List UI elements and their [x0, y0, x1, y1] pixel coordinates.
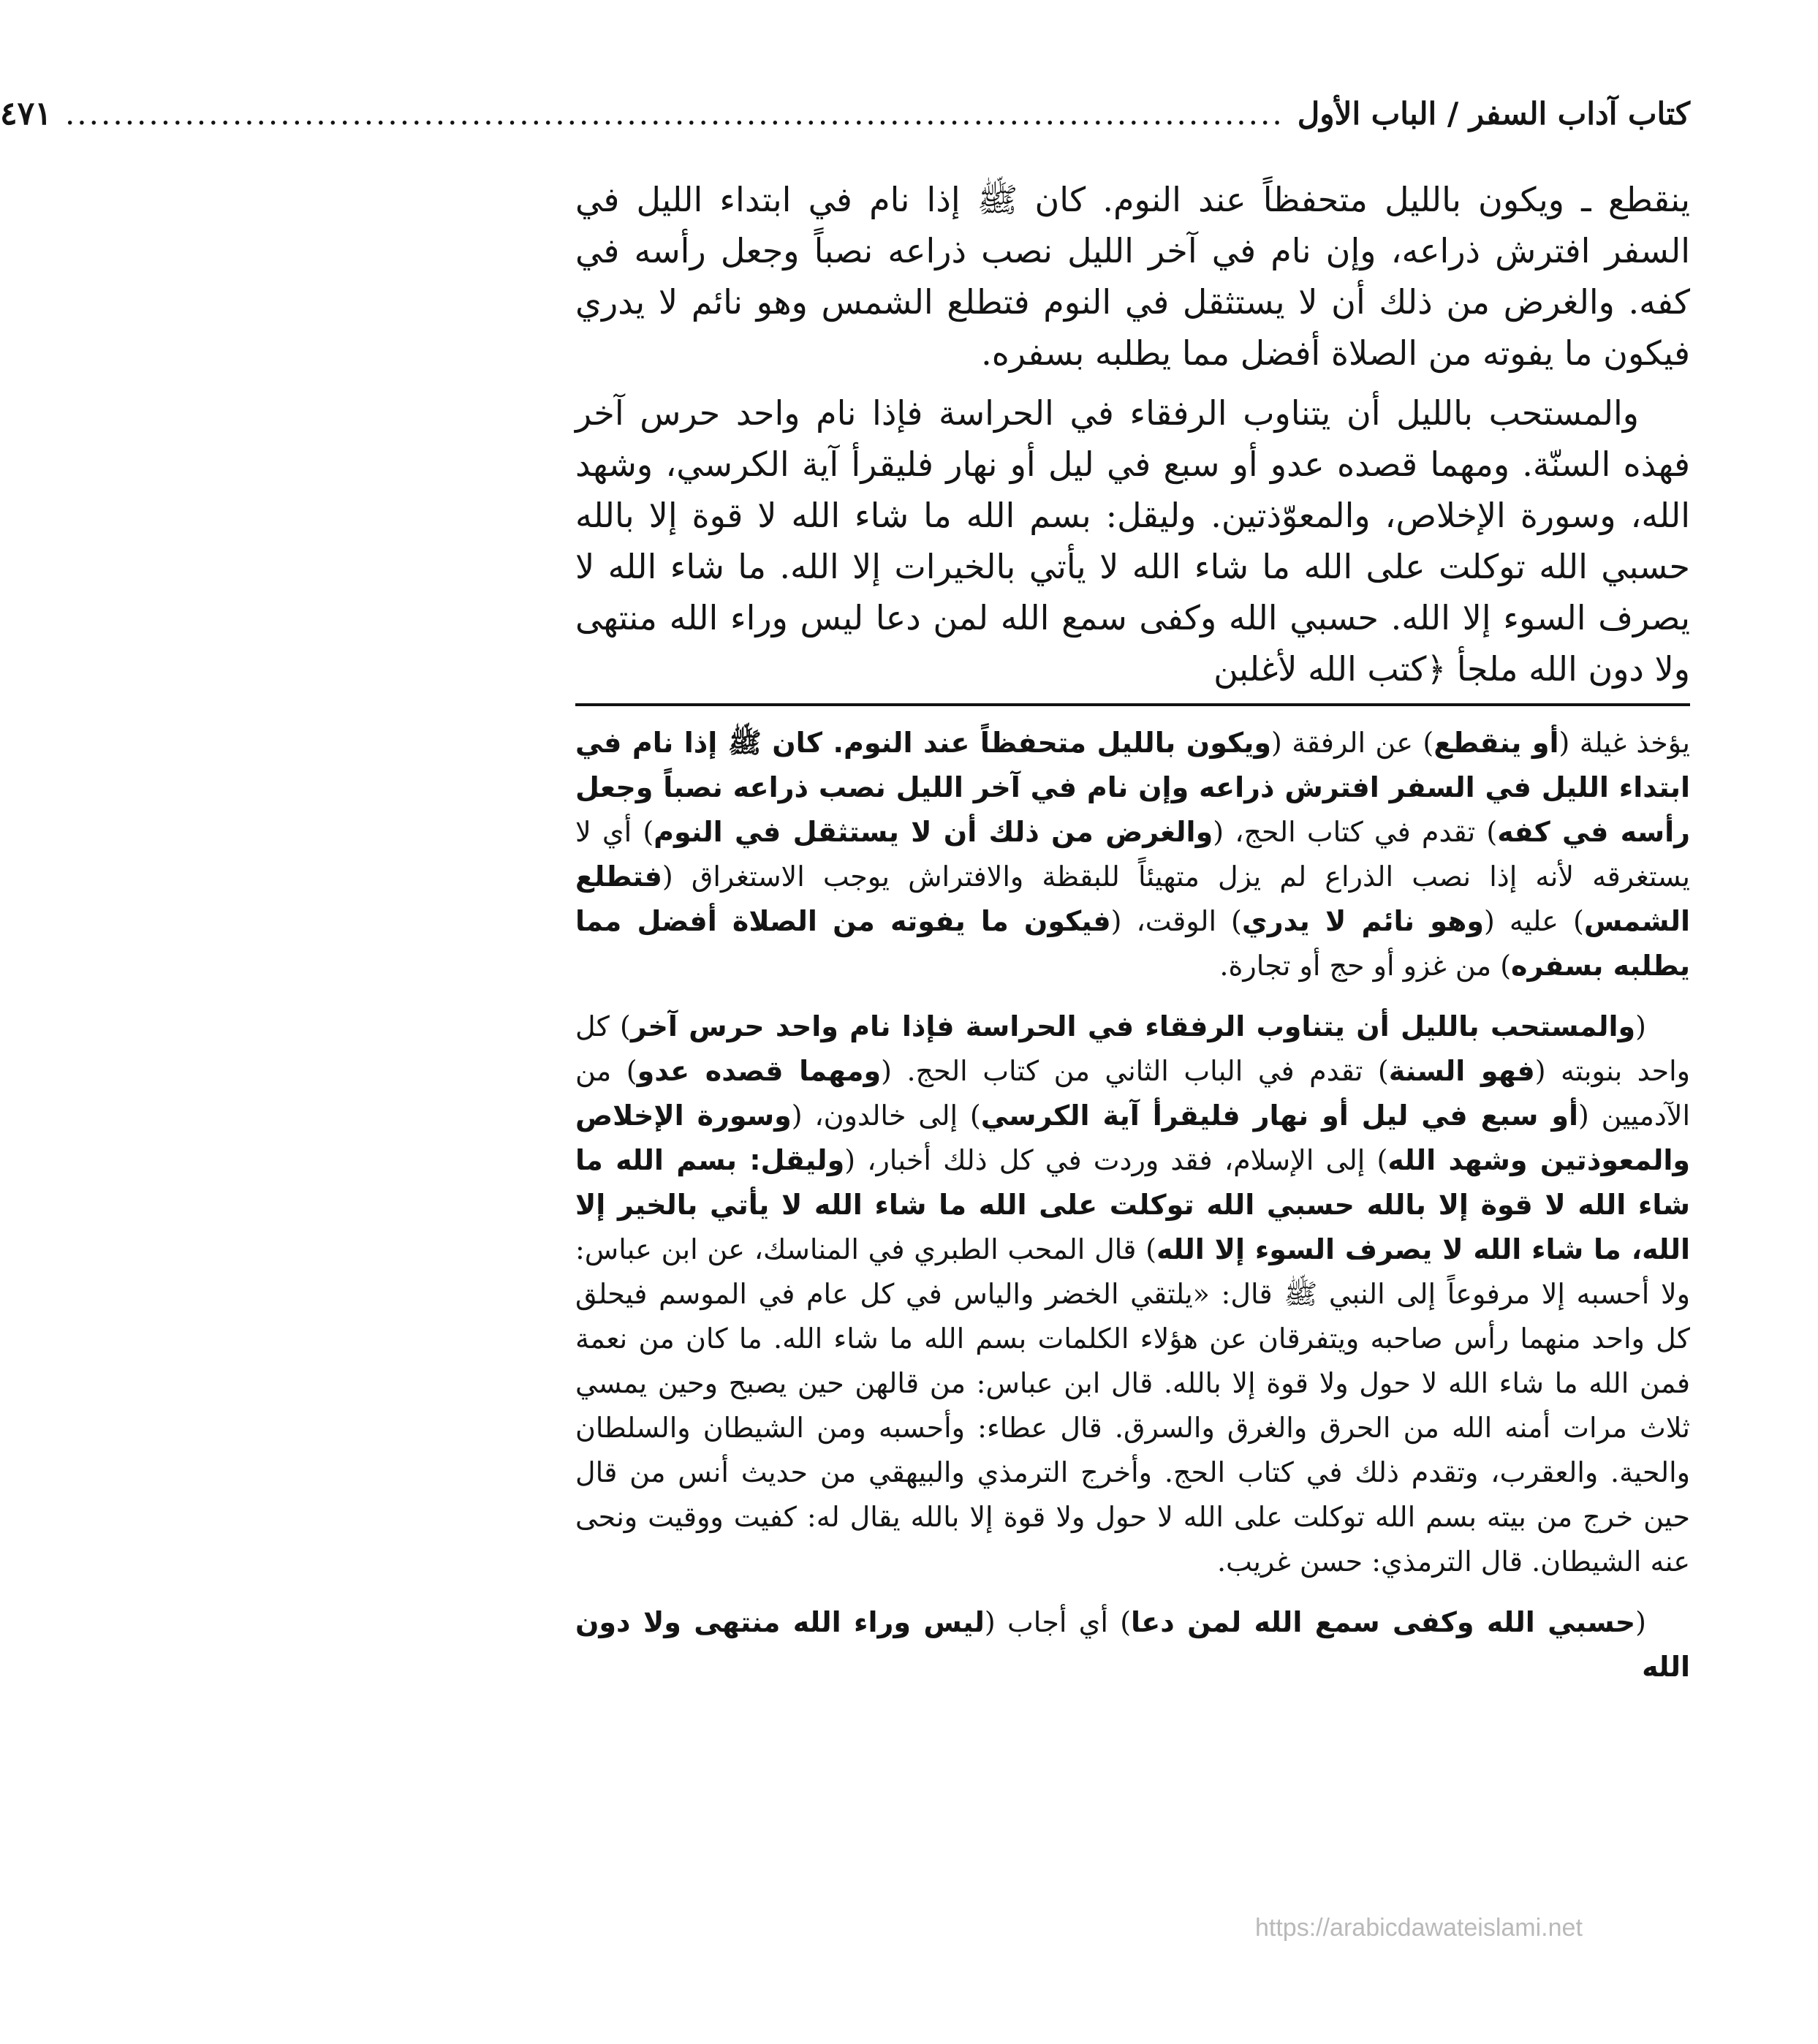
commentary-text: ) من الآدميين ( [575, 1055, 1691, 1132]
quoted-phrase: حسبي الله وكفى سمع الله لمن دعا [1131, 1606, 1636, 1638]
book-page [0, 95, 1691, 2010]
quoted-phrase: ويكون بالليل متحفظاً عند النوم. كان ﷺ إذا نام في ابتداء الليل في السفر افترش ذراعه وإن نام في آخر الليل نصب ذراعه نصباً وجعل رأسه في كفه [575, 727, 1690, 848]
commentary-paragraph-2 [575, 1004, 1690, 1584]
commentary-paragraph-1 [575, 721, 1690, 988]
commentary-text: يؤخذ غيلة ( [1558, 727, 1691, 759]
commentary-text: ) قال المحب الطبري في المناسك، عن ابن عباس: ولا أحسبه إلا مرفوعاً إلى النبي ﷺ قال: «يلتقي الخضر والياس في كل عام في الموسم فيحلق كل واحد منهما رأس صاحبه ويتفرقان عن هؤلاء الكلمات بسم الله ما شاء الله. ما كان من نعمة فمن الله ما شاء الله لا حول ولا قوة إلا بالله. قال ابن عباس: من قالهن حين يصبح وحين يمسي ثلاث مرات أمنه الله من الحرق والغرق والسرق. قال عطاء: وأحسبه ومن الشيطان والسلطان والحية. والعقرب، وتقدم ذلك في كتاب الحج. وأخرج الترمذي والبيهقي من حديث أنس من قال حين خرج من بيته بسم الله توكلت على الله لا حول ولا قوة إلا بالله يقال له: كفيت ووقيت ونحى عنه الشيطان. قال الترمذي: حسن غريب. [575, 1233, 1690, 1578]
quoted-phrase: وليقل: بسم الله ما شاء الله لا قوة إلا بالله حسبي الله توكلت على الله ما شاء الله لا يأتي بالخير إلا الله، ما شاء الله لا يصرف السوء إلا الله [575, 1144, 1690, 1265]
quoted-phrase: فهو السنة [1388, 1055, 1535, 1087]
commentary-text: ) إلى الإسلام، فقد وردت في كل ذلك أخبار، ( [844, 1144, 1388, 1176]
commentary-text: ) عليه ( [1484, 905, 1584, 937]
footnote-divider [575, 703, 1690, 706]
main-text [575, 174, 1690, 694]
commentary-text: ( [1635, 1606, 1646, 1638]
main-paragraph-1: ينقطع ـ ويكون بالليل متحفظاً عند النوم. كان ﷺ إذا نام في ابتداء الليل في السفر افترش ذراعه، وإن نام في آخر الليل نصب ذراعه نصباً وجعل رأسه في كفه. والغرض من ذلك أن لا يستثقل في النوم فتطلع الشمس وهو نائم لا يدري فيكون ما يفوته من الصلاة أفضل مما يطلبه بسفره. [575, 180, 1690, 373]
watermark-url: https://arabicdawateislami.net [1255, 1914, 1583, 1942]
commentary-paragraph-3 [575, 1600, 1690, 1689]
commentary-text: ) إلى خالدون، ( [791, 1099, 981, 1132]
commentary-text: ) كل واحد بنوبته ( [575, 1010, 1690, 1087]
main-paragraph-2: والمستحب بالليل أن يتناوب الرفقاء في الحراسة فإذا نام واحد حرس آخر فهذه السنّة. ومهما قصده عدو أو سبع في ليل أو نهار فليقرأ آية الكرسي، وشهد الله، وسورة الإخلاص، والمعوّذتين. وليقل: بسم الله ما شاء الله لا قوة إلا بالله حسبي الله توكلت على الله ما شاء الله لا يأتي بالخيرات إلا الله. ما شاء الله لا يصرف السوء إلا الله. حسبي الله وكفى سمع الله لمن دعا ليس وراء الله منتهى ولا دون الله ملجأ ﴿كتب الله لأغلبن [575, 393, 1690, 689]
header-dot-leader: ...................................................................................................... [64, 96, 1284, 132]
quoted-phrase: ومهما قصده عدو [637, 1055, 882, 1087]
quoted-phrase: وسورة الإخلاص والمعوذتين وشهد الله [575, 1099, 1690, 1176]
page-number: ٤٧١ [0, 95, 52, 132]
quoted-phrase: والمستحب بالليل أن يتناوب الرفقاء في الحراسة فإذا نام واحد حرس آخر [630, 1010, 1636, 1042]
running-header [0, 95, 1690, 149]
commentary-text: ) من غزو أو حج أو تجارة. [1219, 950, 1512, 982]
quoted-phrase: أو ينقطع [1433, 727, 1559, 759]
running-title: كتاب آداب السفر / الباب الأول [1297, 96, 1690, 132]
commentary-text: ) تقدم في الباب الثاني من كتاب الحج. ( [881, 1055, 1389, 1087]
quoted-phrase: أو سبع في ليل أو نهار فليقرأ آية الكرسي [980, 1099, 1579, 1132]
commentary-text: ) الوقت، ( [1110, 905, 1242, 937]
commentary-text: ) أي أجاب ( [984, 1606, 1132, 1638]
commentary-text: ( [1635, 1010, 1646, 1042]
commentary-text: ) عن الرفقة ( [1271, 727, 1434, 759]
quoted-phrase: والغرض من ذلك أن لا يستثقل في النوم [654, 816, 1213, 848]
quoted-phrase: فتطلع الشمس [575, 860, 1690, 937]
commentary-text: ) أي لا يستغرقه لأنه إذا نصب الذراع لم يزل متهيئاً للبقظة والافتراش يوجب الاستغراق ( [575, 816, 1690, 893]
commentary-text: ) تقدم في كتاب الحج، ( [1213, 816, 1498, 848]
quoted-phrase: فيكون ما يفوته من الصلاة أفضل مما يطلبه بسفره [575, 905, 1690, 982]
quoted-phrase: ليس وراء الله منتهى ولا دون الله [575, 1606, 1690, 1683]
commentary-section [575, 721, 1690, 1689]
quoted-phrase: وهو نائم لا يدري [1241, 905, 1485, 937]
